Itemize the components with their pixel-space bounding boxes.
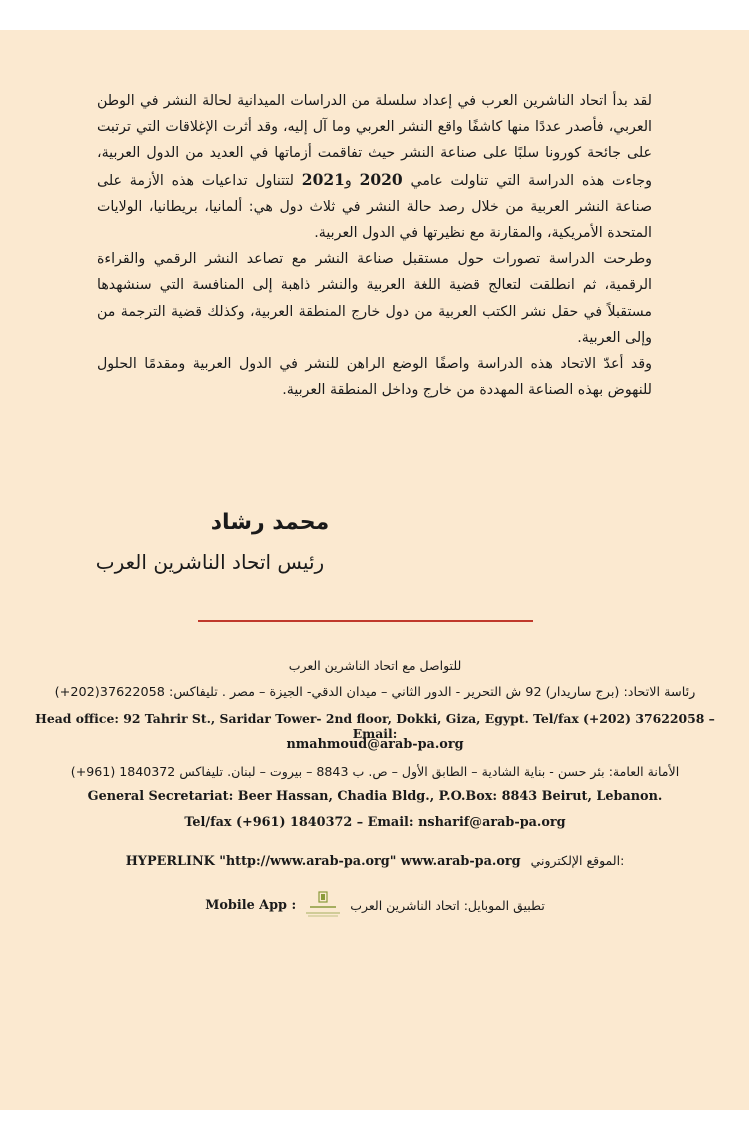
paragraph-1-part-a: لقد بدأ اتحاد الناشرين العرب في إعداد سلسلة من الدراسات الميدانية لحالة النشر في الوطن العربي، فأصدر عددًا منها كاشفًا واقع النشر العربي وما آل إليه، وقد أثرت الإغلاقات التي ترتبت على جائحة كورونا سلبًا على صناعة النشر حيث تفاقمت أزماتها في العديد من الدول العربية، وجاءت هذه الدراسة التي تناولت عامي <box>97 93 652 189</box>
secretariat-english: General Secretariat: Beer Hassan, Chadia Bldg., P.O.Box: 8843 Beirut, Lebanon. <box>87 789 663 804</box>
year-2021: 2021 <box>301 169 345 189</box>
mobile-app-label: تطبيق الموبايل: اتحاد الناشرين العرب <box>350 897 545 913</box>
year-2020: 2020 <box>359 169 403 189</box>
head-office-english: Head office: 92 Tahrir St., Saridar Tower- 2nd floor, Dokki, Giza, Egypt. Tel/fax (+202) 37622058 – Email: <box>35 711 715 741</box>
website-link[interactable]: HYPERLINK "http://www.arab-pa.org" www.arab-pa.org <box>125 854 521 869</box>
signature-title: رئيس اتحاد الناشرين العرب <box>95 550 325 574</box>
arab-publishers-logo-icon <box>304 890 342 920</box>
website-row <box>100 853 650 869</box>
signature-name: محمد رشاد <box>210 510 330 535</box>
intro-text <box>97 88 652 403</box>
mobile-app-suffix: Mobile App : <box>205 897 297 913</box>
conjunction: و <box>344 172 360 189</box>
secretariat-arabic: الأمانة العامة: بئر حسن - بناية الشادية – الطابق الأول – ص. ب 8843 – بيروت – لبنان. تليفاكس 1840372 (961+) <box>70 764 680 779</box>
paragraph-2: وطرحت الدراسة تصورات حول مستقبل صناعة النشر مع تصاعد النشر الرقمي والقراءة الرقمية، ثم انطلقت لتعالج قضية اللغة العربية والنشر ذاهبة إلى المنافسة التي سنشهدها مستقبلاً في حقل نشر الكتب العربية من دول خارج المنطقة العربية، وكذلك قضية الترجمة من وإلى العربية. <box>97 251 652 346</box>
section-divider <box>198 620 533 622</box>
paragraph-1 <box>97 88 652 246</box>
contact-heading: للتواصل مع اتحاد الناشرين العرب <box>288 658 462 673</box>
website-label: الموقع الإلكتروني: <box>530 853 625 868</box>
paragraph-3: وقد أعدّ الاتحاد هذه الدراسة واصفًا الوضع الراهن للنشر في الدول العربية ومقدمًا الحلول للنهوض بهذه الصناعة المهددة من خارج وداخل المنطقة العربية. <box>97 356 652 399</box>
head-office-email[interactable]: nmahmoud@arab-pa.org <box>286 737 464 752</box>
paragraph-1-part-b: لتتناول تداعيات هذه الأزمة على صناعة النشر العربية من خلال رصد حالة النشر في ثلاث دول هي: ألمانيا، بريطانيا، الولايات المتحدة الأمريكية، والمقارنة مع نظيرتها في الدول العربية. <box>97 172 652 242</box>
head-office-arabic: رئاسة الاتحاد: (برج ساريدار) 92 ش التحرير - الدور الثاني – ميدان الدقي- الجيزة – مصر . تليفاكس: 37622058(202+) <box>54 685 696 700</box>
mobile-app-row <box>100 888 650 922</box>
secretariat-tel-email: Tel/fax (+961) 1840372 – Email: nsharif@arab-pa.org <box>184 815 566 830</box>
